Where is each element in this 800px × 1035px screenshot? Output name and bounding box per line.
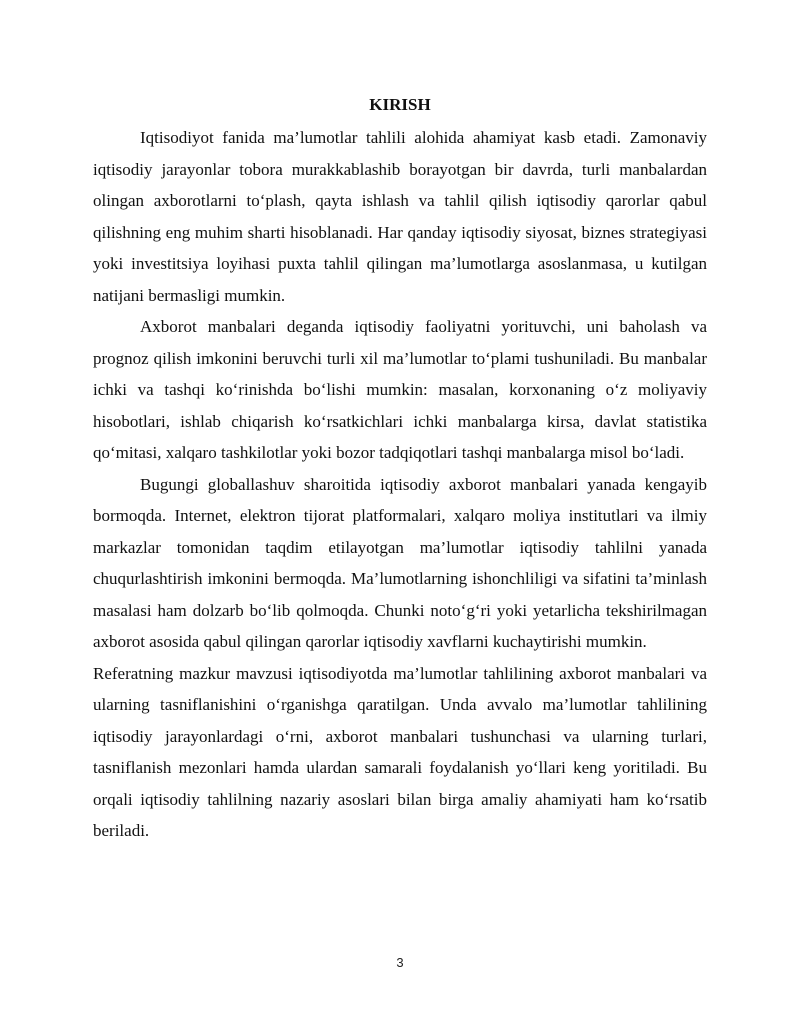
page-number: 3 bbox=[396, 955, 404, 970]
paragraph-2: Axborot manbalari deganda iqtisodiy faoliyatni yorituvchi, uni baholash va prognoz qilish imkonini beruvchi turli xil ma’lumotlar to‘plami tushuniladi. Bu manbalar ichki va tashqi ko‘rinishda bo‘lishi mumkin: masalan, korxonaning o‘z moliyaviy hisobotlari, ishlab chiqarish ko‘rsatkichlari ichki manbalarga kirsa, davlat statistika qo‘mitasi, xalqaro tashkilotlar yoki bozor tadqiqotlari tashqi manbalarga misol bo‘ladi. bbox=[93, 317, 707, 462]
section-title: KIRISH bbox=[369, 95, 431, 114]
paragraph-4: Referatning mazkur mavzusi iqtisodiyotda ma’lumotlar tahlilining axborot manbalari va ularning tasniflanishini o‘rganishga qaratilgan. Unda avvalo ma’lumotlar tahlilining iqtisodiy jarayonlardagi o‘rni, axborot manbalari tushunchasi va ularning turlari, tasniflanish mezonlari hamda ulardan samarali foydalanish yo‘llari keng yoritiladi. Bu orqali iqtisodiy tahlilning nazariy asoslari bilan birga amaliy ahamiyati ham ko‘rsatib beriladi. bbox=[93, 663, 707, 840]
paragraph-3: Bugungi globallashuv sharoitida iqtisodiy axborot manbalari yanada kengayib bormoqda. Internet, elektron tijorat platformalari, xalqaro moliya institutlari va ilmiy markazlar tomonidan taqdim etilayotgan ma’lumotlar iqtisodiy tahlilni yanada chuqurlashtirish imkonini bermoqda. Ma’lumotlarning ishonchliligi va sifatini ta’minlash masalasi ham dolzarb bo‘lib qolmoqda. Chunki noto‘g‘ri yoki yetarlicha tekshirilmagan axborot asosida qabul qilingan qarorlar iqtisodiy xavflarni kuchaytirishi mumkin. bbox=[93, 474, 707, 651]
paragraph-1: Iqtisodiyot fanida ma’lumotlar tahlili alohida ahamiyat kasb etadi. Zamonaviy iqtisodiy jarayonlar tobora murakkablashib borayotgan bir davrda, turli manbalardan olingan axborotlarni to‘plash, qayta ishlash va tahlil qilish iqtisodiy qarorlar qabul qilishning eng muhim sharti hisoblanadi. Har qanday iqtisodiy siyosat, biznes strategiyasi yoki investitsiya loyihasi puxta tahlil qilingan ma’lumotlarga asoslanmasa, u kutilgan natijani bermasligi mumkin. bbox=[93, 128, 707, 305]
document-page bbox=[93, 92, 707, 847]
